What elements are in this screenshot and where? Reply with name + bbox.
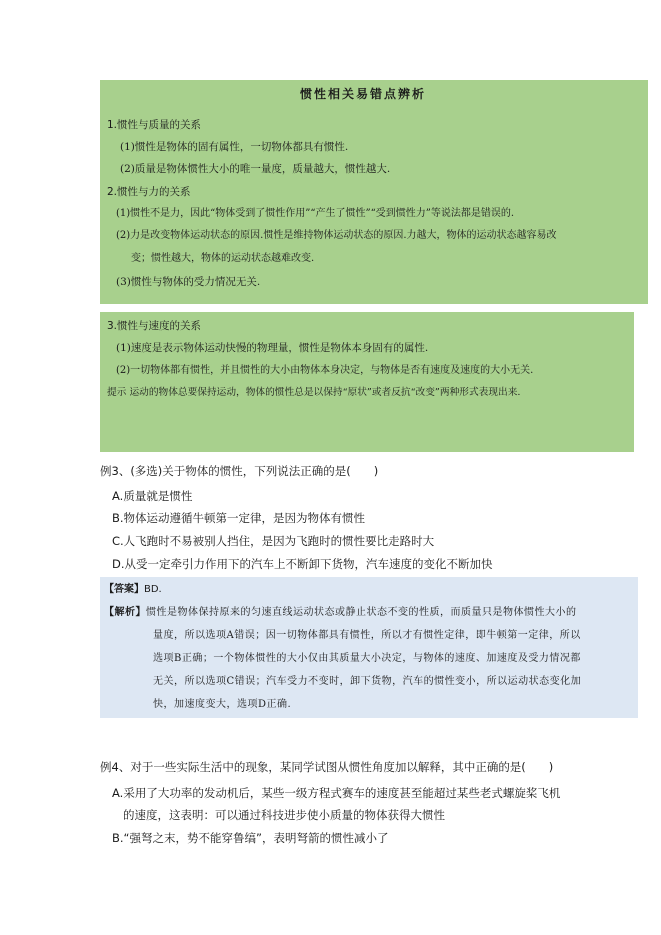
point-3-1: (1)速度是表示物体运动快慢的物理量，惯性是物体本身固有的属性. bbox=[116, 342, 429, 354]
option-a: A.质量就是惯性 bbox=[112, 489, 193, 503]
heading-force: 2.惯性与力的关系 bbox=[107, 186, 191, 198]
explanation-line-1 bbox=[104, 606, 577, 620]
answer-value: BD. bbox=[144, 584, 162, 595]
option-c: C.人飞跑时不易被别人挡住，是因为飞跑时的惯性要比走路时大 bbox=[112, 534, 435, 548]
point-3-2: (2)一切物体都有惯性，并且惯性的大小由物体本身决定，与物体是否有速度及速度的大小无关. bbox=[116, 365, 534, 376]
point-2-2a: (2)力是改变物体运动状态的原因.惯性是维持物体运动状态的原因.力越大，物体的运动状态越容易改 bbox=[116, 230, 557, 241]
option-b: B.物体运动遵循牛顿第一定律，是因为物体有惯性 bbox=[112, 511, 366, 525]
point-2-1: (1)惯性不是力，因此“物体受到了惯性作用”“产生了惯性”“受到惯性力”等说法都是错误的. bbox=[116, 208, 515, 219]
point-1-1: (1)惯性是物体的固有属性，一切物体都具有惯性. bbox=[120, 141, 349, 153]
explanation-line-3: 选项B正确；一个物体惯性的大小仅由其质量大小决定，与物体的速度、加速度及受力情况都 bbox=[153, 653, 581, 664]
explanation-label: 【解析】 bbox=[104, 607, 146, 618]
point-1-2: (2)质量是物体惯性大小的唯一量度，质量越大，惯性越大. bbox=[120, 163, 391, 175]
example-3-stem: 例3、(多选)关于物体的惯性，下列说法正确的是( ) bbox=[100, 464, 379, 478]
heading-mass: 1.惯性与质量的关系 bbox=[107, 119, 202, 131]
explanation-line-4: 无关，所以选项C错误；汽车受力不变时，卸下货物，汽车的惯性变小，所以运动状态变化加 bbox=[153, 676, 582, 687]
section-title: 惯性相关易错点辨析 bbox=[300, 87, 427, 101]
point-2-2b: 变；惯性越大，物体的运动状态越难改变. bbox=[131, 253, 315, 264]
tip: 提示 运动的物体总要保持运动，物体的惯性总是以保持“原状”或者反抗“改变”两种形式表现出来. bbox=[107, 387, 521, 398]
answer-box bbox=[100, 577, 638, 718]
option-b: B.“强弩之末，势不能穿鲁缟”，表明弩箭的惯性减小了 bbox=[112, 831, 389, 845]
option-d: D.从受一定牵引力作用下的汽车上不断卸下货物，汽车速度的变化不断加快 bbox=[112, 557, 493, 571]
example-4-stem: 例4、对于一些实际生活中的现象，某同学试图从惯性角度加以解释，其中正确的是( ) bbox=[100, 760, 554, 774]
option-a-line-1: A.采用了大功率的发动机后，某些一级方程式赛车的速度甚至能超过某些老式螺旋桨飞机 bbox=[112, 786, 561, 800]
heading-velocity: 3.惯性与速度的关系 bbox=[107, 320, 202, 332]
explanation-line-5: 快，加速度变大，选项D正确. bbox=[153, 699, 292, 710]
knowledge-box-2 bbox=[100, 312, 634, 452]
option-a-line-2: 的速度，这表明：可以通过科技进步使小质量的物体获得大惯性 bbox=[123, 808, 445, 822]
point-2-3: (3)惯性与物体的受力情况无关. bbox=[116, 276, 261, 288]
explanation-text-1: 惯性是物体保持原来的匀速直线运动状态或静止状态不变的性质，而质量只是物体惯性大小的 bbox=[146, 607, 577, 618]
answer-label: 【答案】 bbox=[104, 584, 144, 595]
answer-line bbox=[104, 583, 162, 597]
explanation-line-2: 量度，所以选项A错误；因一切物体都具有惯性，所以才有惯性定律，即牛顿第一定律，所以 bbox=[153, 630, 581, 641]
